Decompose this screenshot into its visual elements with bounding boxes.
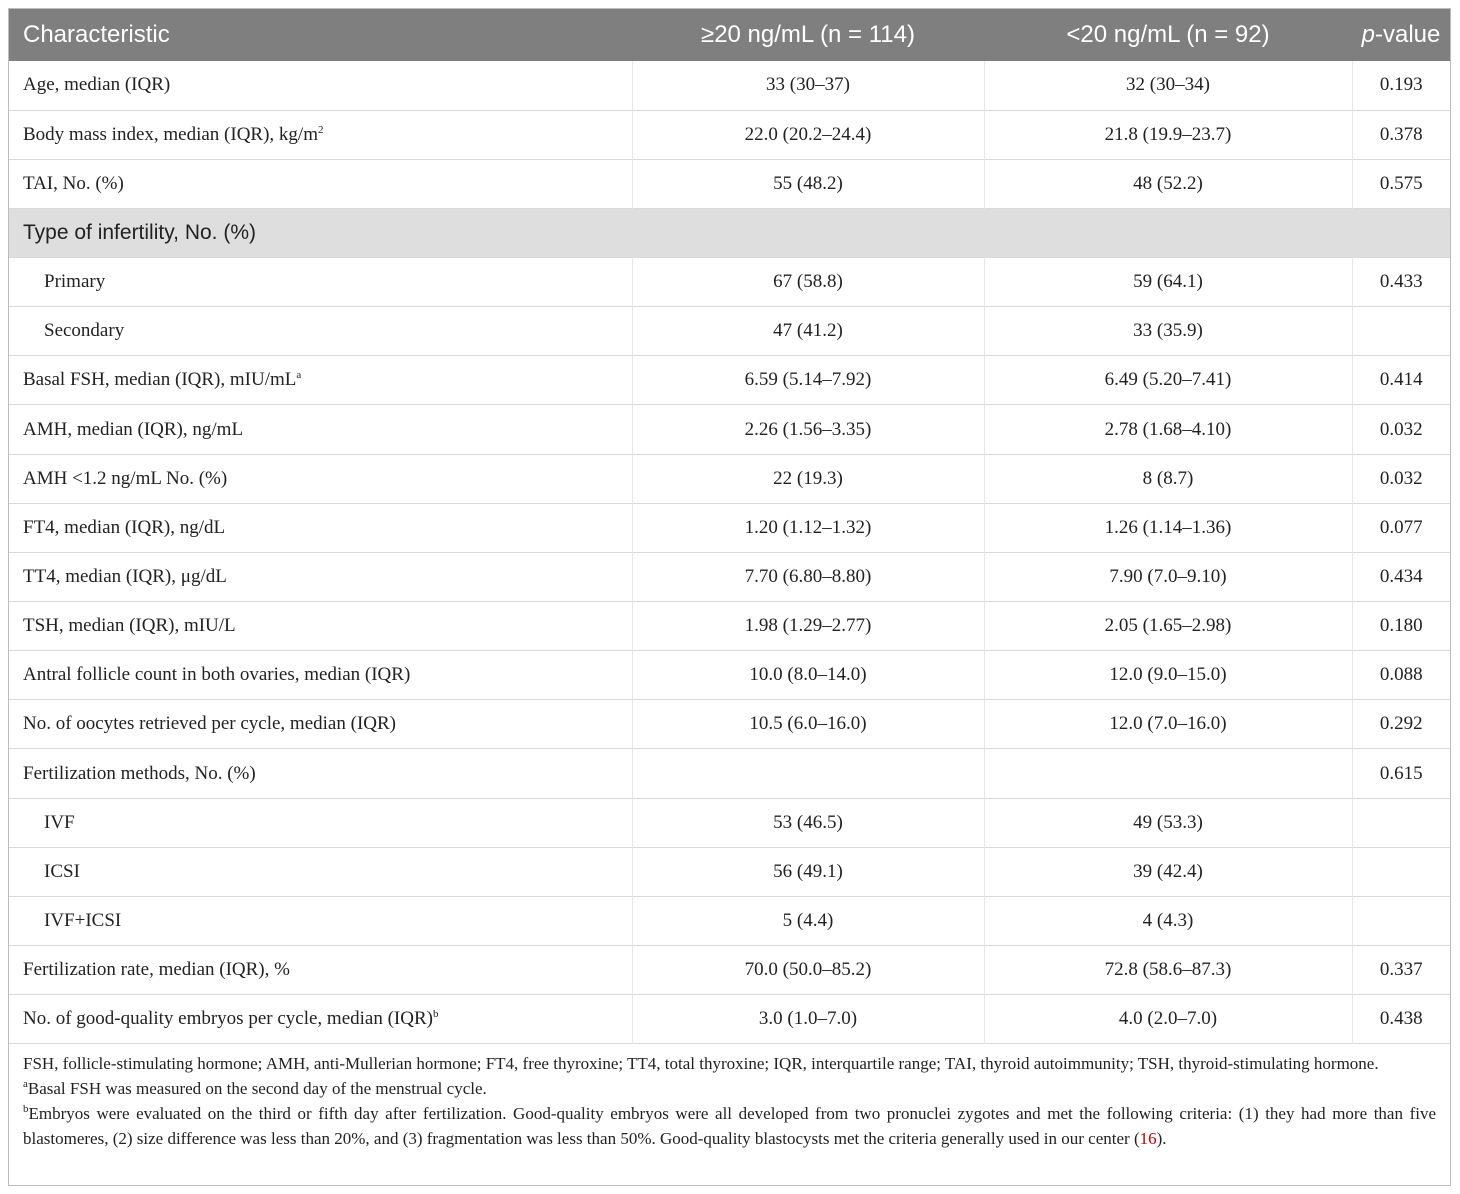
header-p-rest: -value xyxy=(1374,21,1441,48)
cell-p-value: 0.615 xyxy=(1352,749,1450,798)
table-row xyxy=(9,798,1450,847)
cell-low: 32 (30–34) xyxy=(984,61,1352,110)
table-row xyxy=(9,847,1450,896)
cell-p-value xyxy=(1352,798,1450,847)
cell-p-value: 0.434 xyxy=(1352,552,1450,601)
section-label: Type of infertility, No. (%) xyxy=(23,220,257,244)
table-row xyxy=(9,258,1450,307)
row-label-text: AMH, median (IQR), ng/mL xyxy=(23,418,244,440)
row-label-text: FT4, median (IQR), ng/dL xyxy=(23,516,226,538)
reference-link[interactable]: 16 xyxy=(1139,1129,1157,1149)
footnote-b-end: ). xyxy=(1156,1129,1167,1149)
cell-high: 33 (30–37) xyxy=(632,61,984,110)
cell-high: 10.5 (6.0–16.0) xyxy=(632,700,984,749)
cell-high: 70.0 (50.0–85.2) xyxy=(632,946,984,995)
cell-low: 2.05 (1.65–2.98) xyxy=(984,602,1352,651)
row-label xyxy=(9,159,632,208)
cell-high: 10.0 (8.0–14.0) xyxy=(632,651,984,700)
cell-p-value xyxy=(1352,847,1450,896)
footnote-a xyxy=(23,1076,1436,1101)
row-label xyxy=(9,995,632,1044)
table-row xyxy=(9,700,1450,749)
cell-low: 21.8 (19.9–23.7) xyxy=(984,110,1352,159)
footnote-a-text: Basal FSH was measured on the second day of the menstrual cycle. xyxy=(27,1079,487,1099)
header-group-high: ≥20 ng/mL (n = 114) xyxy=(701,21,915,48)
row-label-text: No. of oocytes retrieved per cycle, median (IQR) xyxy=(23,713,396,735)
cell-high: 5 (4.4) xyxy=(632,896,984,945)
cell-high: 22.0 (20.2–24.4) xyxy=(632,110,984,159)
cell-p-value: 0.032 xyxy=(1352,454,1450,503)
table-row xyxy=(9,552,1450,601)
header-characteristic: Characteristic xyxy=(23,21,170,48)
superscript: 2 xyxy=(318,123,324,136)
cell-low: 59 (64.1) xyxy=(984,258,1352,307)
cell-p-value: 0.438 xyxy=(1352,995,1450,1044)
characteristics-table xyxy=(9,9,1450,1044)
cell-low: 4.0 (2.0–7.0) xyxy=(984,995,1352,1044)
cell-p-value: 0.180 xyxy=(1352,602,1450,651)
header-p-italic: p xyxy=(1361,21,1375,48)
row-label xyxy=(9,356,632,405)
row-label xyxy=(9,700,632,749)
table-row xyxy=(9,995,1450,1044)
row-label-text: Antral follicle count in both ovaries, median (IQR) xyxy=(23,664,411,686)
cell-high: 2.26 (1.56–3.35) xyxy=(632,405,984,454)
footnote-b xyxy=(23,1101,1436,1151)
cell-low: 6.49 (5.20–7.41) xyxy=(984,356,1352,405)
cell-p-value xyxy=(1352,896,1450,945)
row-label xyxy=(9,110,632,159)
row-label-text: Secondary xyxy=(44,320,125,342)
cell-p-value: 0.414 xyxy=(1352,356,1450,405)
cell-high: 7.70 (6.80–8.80) xyxy=(632,552,984,601)
table-row xyxy=(9,159,1450,208)
superscript: a xyxy=(296,369,302,382)
cell-high: 56 (49.1) xyxy=(632,847,984,896)
cell-high: 67 (58.8) xyxy=(632,258,984,307)
row-label-text: Basal FSH, median (IQR), mIU/mL xyxy=(23,369,297,391)
row-label-text: AMH <1.2 ng/mL No. (%) xyxy=(23,467,228,489)
cell-p-value: 0.337 xyxy=(1352,946,1450,995)
row-label xyxy=(9,749,632,798)
cell-high: 6.59 (5.14–7.92) xyxy=(632,356,984,405)
row-label xyxy=(9,405,632,454)
cell-p-value: 0.032 xyxy=(1352,405,1450,454)
row-label-text: Fertilization methods, No. (%) xyxy=(23,762,256,784)
cell-high: 22 (19.3) xyxy=(632,454,984,503)
row-label xyxy=(9,896,632,945)
cell-p-value: 0.088 xyxy=(1352,651,1450,700)
row-label-text: Age, median (IQR) xyxy=(23,74,171,96)
row-label-text: ICSI xyxy=(44,860,80,882)
cell-high: 3.0 (1.0–7.0) xyxy=(632,995,984,1044)
cell-low: 12.0 (9.0–15.0) xyxy=(984,651,1352,700)
cell-p-value: 0.378 xyxy=(1352,110,1450,159)
cell-high xyxy=(632,749,984,798)
row-label xyxy=(9,651,632,700)
row-label-text: TT4, median (IQR), μg/dL xyxy=(23,565,227,587)
table-header-row xyxy=(9,9,1450,61)
table-row xyxy=(9,356,1450,405)
section-row xyxy=(9,208,1450,257)
table-container xyxy=(8,8,1451,1186)
row-label xyxy=(9,847,632,896)
footnote-abbreviations: FSH, follicle-stimulating hormone; AMH, anti-Mullerian hormone; FT4, free thyroxine; TT4, total thyroxine; IQR, interquartile range; TAI, thyroid autoimmunity; TSH, thyroid-stimulating hormone. xyxy=(23,1054,1379,1074)
row-label-text: IVF xyxy=(44,811,75,833)
cell-high: 53 (46.5) xyxy=(632,798,984,847)
cell-low: 39 (42.4) xyxy=(984,847,1352,896)
cell-low: 7.90 (7.0–9.10) xyxy=(984,552,1352,601)
cell-p-value: 0.575 xyxy=(1352,159,1450,208)
cell-high: 47 (41.2) xyxy=(632,307,984,356)
table-row xyxy=(9,110,1450,159)
cell-low: 12.0 (7.0–16.0) xyxy=(984,700,1352,749)
row-label-text: Body mass index, median (IQR), kg/m xyxy=(23,123,318,145)
row-label xyxy=(9,503,632,552)
table-row xyxy=(9,946,1450,995)
table-row xyxy=(9,602,1450,651)
row-label-text: TAI, No. (%) xyxy=(23,172,124,194)
cell-low xyxy=(984,749,1352,798)
table-row xyxy=(9,749,1450,798)
header-group-low: <20 ng/mL (n = 92) xyxy=(1066,21,1270,48)
table-row xyxy=(9,405,1450,454)
cell-low: 48 (52.2) xyxy=(984,159,1352,208)
cell-p-value: 0.433 xyxy=(1352,258,1450,307)
cell-low: 33 (35.9) xyxy=(984,307,1352,356)
row-label-text: Primary xyxy=(44,271,106,293)
row-label-text: No. of good-quality embryos per cycle, median (IQR) xyxy=(23,1008,433,1030)
row-label-text: Fertilization rate, median (IQR), % xyxy=(23,959,290,981)
row-label xyxy=(9,946,632,995)
cell-low: 8 (8.7) xyxy=(984,454,1352,503)
footnote-a-mark: a xyxy=(23,1078,28,1091)
cell-high: 1.20 (1.12–1.32) xyxy=(632,503,984,552)
cell-low: 1.26 (1.14–1.36) xyxy=(984,503,1352,552)
row-label xyxy=(9,602,632,651)
table-row xyxy=(9,896,1450,945)
table-footnotes xyxy=(9,1044,1450,1151)
header-p-value xyxy=(1352,9,1450,61)
cell-p-value: 0.077 xyxy=(1352,503,1450,552)
row-label xyxy=(9,798,632,847)
cell-low: 4 (4.3) xyxy=(984,896,1352,945)
cell-p-value: 0.193 xyxy=(1352,61,1450,110)
row-label xyxy=(9,454,632,503)
row-label-text: TSH, median (IQR), mIU/L xyxy=(23,615,236,637)
table-row xyxy=(9,503,1450,552)
footnote-b-text: Embryos were evaluated on the third or fifth day after fertilization. Good-quality embryos were all developed from two pronuclei zygotes and met the following criteria: (1) they had more than five blastomeres, (2) size difference was less than 20%, and (3) fragmentation was less than 50%. Good-quality blastocysts met the criteria generally used in our center ( xyxy=(23,1104,1436,1149)
row-label xyxy=(9,258,632,307)
cell-high: 55 (48.2) xyxy=(632,159,984,208)
table-row xyxy=(9,651,1450,700)
table-row xyxy=(9,307,1450,356)
superscript: b xyxy=(432,1008,439,1021)
row-label-text: IVF+ICSI xyxy=(44,909,122,931)
table-row xyxy=(9,61,1450,110)
cell-low: 2.78 (1.68–4.10) xyxy=(984,405,1352,454)
cell-high: 1.98 (1.29–2.77) xyxy=(632,602,984,651)
cell-low: 49 (53.3) xyxy=(984,798,1352,847)
row-label xyxy=(9,307,632,356)
row-label xyxy=(9,552,632,601)
row-label xyxy=(9,61,632,110)
footnote-b-mark: b xyxy=(23,1103,29,1116)
cell-p-value: 0.292 xyxy=(1352,700,1450,749)
table-row xyxy=(9,454,1450,503)
cell-p-value xyxy=(1352,307,1450,356)
cell-low: 72.8 (58.6–87.3) xyxy=(984,946,1352,995)
